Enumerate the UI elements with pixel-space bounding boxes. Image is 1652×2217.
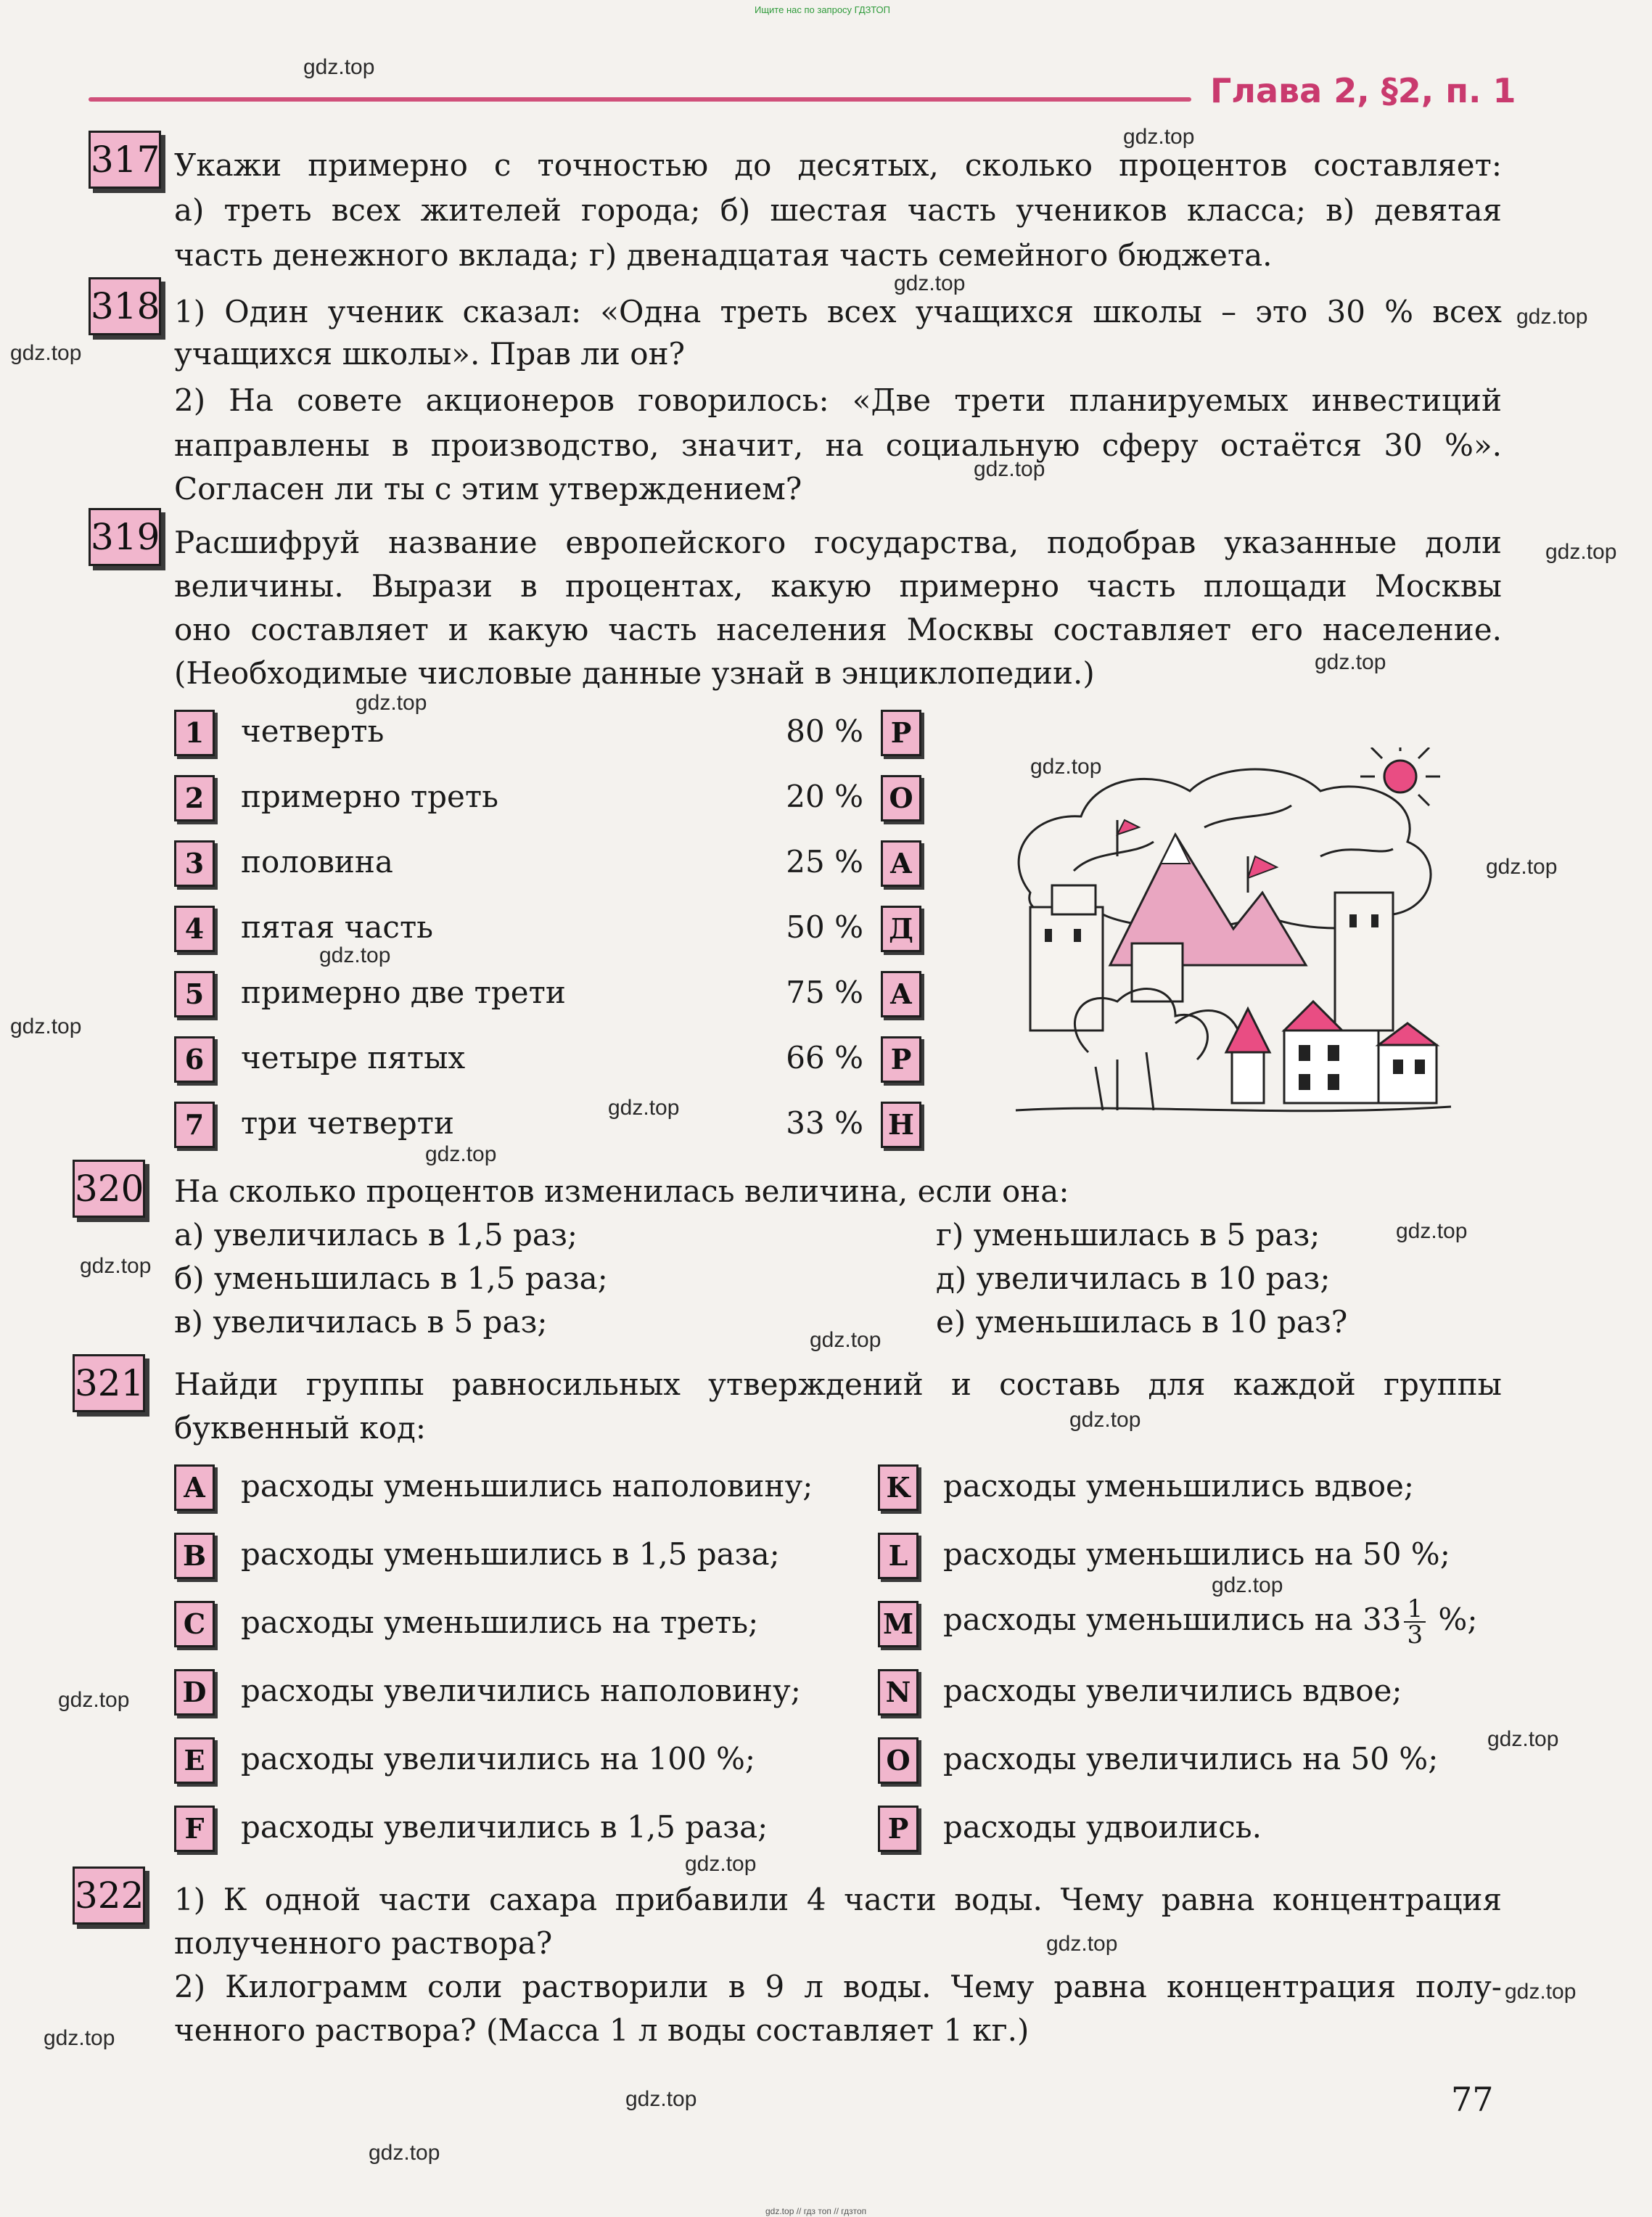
p321-left-1-letter: A	[174, 1464, 215, 1511]
watermark: gdz.top	[1069, 1408, 1141, 1432]
p319-line-2: величины. Вырази в процентах, какую примерно часть площади Москвы	[174, 568, 1502, 604]
p319-row-5-number: 5	[174, 971, 215, 1017]
p319-row-1-number: 1	[174, 710, 215, 756]
p321-left-5-text: расходы увеличились на 100 %;	[241, 1741, 756, 1777]
p317-line-2: а) треть всех жителей города; б) шестая часть учеников класса; в) девятая	[174, 192, 1502, 228]
p319-row-6-letter: Р	[881, 1036, 921, 1083]
watermark: gdz.top	[1396, 1219, 1468, 1243]
watermark: gdz.top	[319, 943, 391, 967]
p321-right-3-tail: %;	[1429, 1602, 1478, 1637]
p321-right-4-letter: N	[878, 1669, 919, 1716]
problem-number-317: 317	[89, 131, 161, 189]
fraction-denominator: 3	[1407, 1620, 1423, 1650]
watermark: gdz.top	[1505, 1980, 1577, 2004]
watermark: gdz.top	[10, 341, 82, 365]
p319-row-6-label: четыре пятых	[241, 1040, 466, 1075]
p319-row-7-label: три четверти	[241, 1105, 454, 1141]
p321-line-1: Найди группы равносильных утверждений и составь для каждой группы	[174, 1366, 1502, 1402]
p319-line-1: Расшифруй название европейского государства, подобрав указанные доли	[174, 525, 1502, 560]
watermark: gdz.top	[80, 1254, 152, 1278]
watermark: gdz.top	[10, 1015, 82, 1038]
fraction-numerator: 1	[1404, 1597, 1426, 1623]
p320-option-e: е) уменьшилась в 10 раз?	[936, 1304, 1348, 1340]
p319-row-7-number: 7	[174, 1102, 215, 1148]
p319-row-4-percent: 50 %	[786, 909, 863, 945]
watermark: gdz.top	[1030, 755, 1102, 779]
p322-line-2: полученного раствора?	[174, 1925, 553, 1961]
problem-number-320: 320	[73, 1160, 145, 1218]
p321-left-4-text: расходы увеличились наполовину;	[241, 1673, 801, 1708]
p319-row-3-label: половина	[241, 844, 393, 880]
watermark: gdz.top	[1123, 125, 1195, 149]
p319-row-5-label: примерно две трети	[241, 975, 566, 1010]
watermark: gdz.top	[1516, 305, 1588, 329]
watermark: gdz.top	[1315, 650, 1386, 674]
p319-row-3-letter: А	[881, 840, 921, 887]
p321-right-3-letter: M	[878, 1601, 919, 1647]
watermark: gdz.top	[1545, 540, 1617, 564]
p321-left-5-letter: E	[174, 1737, 215, 1784]
p321-right-1-letter: K	[878, 1464, 919, 1511]
p320-option-g: г) уменьшилась в 5 раз;	[936, 1217, 1320, 1253]
watermark: gdz.top	[685, 1852, 757, 1876]
problem-number-319: 319	[89, 508, 161, 566]
p319-row-7-percent: 33 %	[786, 1105, 863, 1141]
p319-row-1-label: четверть	[241, 713, 385, 749]
watermark: gdz.top	[356, 691, 427, 715]
watermark: gdz.top	[303, 55, 375, 79]
p321-left-2-letter: B	[174, 1533, 215, 1579]
p319-row-4-letter: Д	[881, 906, 921, 952]
header-rule	[89, 97, 1191, 102]
p321-left-6-text: расходы увеличились в 1,5 раза;	[241, 1809, 768, 1845]
p319-row-6-percent: 66 %	[786, 1040, 863, 1075]
p320-option-v: в) увеличилась в 5 раз;	[174, 1304, 548, 1340]
problem-number-322: 322	[73, 1866, 145, 1925]
p318-line-4: направлены в производство, значит, на социальную сферу остаётся 30 %».	[174, 427, 1502, 463]
p319-row-2-percent: 20 %	[786, 779, 863, 814]
watermark: gdz.top	[810, 1328, 882, 1352]
bottom-note: gdz.top // гдз топ // гдзтоп	[765, 2206, 867, 2216]
p319-row-3-number: 3	[174, 840, 215, 887]
p319-row-7-letter: Н	[881, 1102, 921, 1148]
p319-row-6-number: 6	[174, 1036, 215, 1083]
p321-left-4-letter: D	[174, 1669, 215, 1716]
p319-row-4-number: 4	[174, 906, 215, 952]
top-note: Ищите нас по запросу ГДЗТОП	[755, 4, 891, 15]
p320-option-b: б) уменьшилась в 1,5 раза;	[174, 1261, 608, 1296]
p319-line-4: (Необходимые числовые данные узнай в энциклопедии.)	[174, 655, 1095, 691]
p321-right-4-text: расходы увеличились вдвое;	[943, 1673, 1402, 1708]
p321-right-6-letter: P	[878, 1806, 919, 1852]
p320-option-d: д) увеличилась в 10 раз;	[936, 1261, 1331, 1296]
p319-row-1-percent: 80 %	[786, 713, 863, 749]
p321-right-3-text	[943, 1594, 1478, 1650]
p321-left-6-letter: F	[174, 1806, 215, 1852]
chapter-title: Глава 2, §2, п. 1	[1210, 71, 1516, 110]
problem-number-321: 321	[73, 1354, 145, 1412]
p321-right-6-text: расходы удвоились.	[943, 1809, 1262, 1845]
castle-illustration	[987, 747, 1466, 1132]
p321-right-2-letter: L	[878, 1533, 919, 1579]
p322-line-4: ченного раствора? (Масса 1 л воды составляет 1 кг.)	[174, 2012, 1030, 2048]
watermark: gdz.top	[1487, 1727, 1559, 1751]
p322-line-1: 1) К одной части сахара прибавили 4 части воды. Чему равна концентрация	[174, 1882, 1502, 1917]
p319-row-2-letter: О	[881, 775, 921, 821]
p317-line-3: часть денежного вклада; г) двенадцатая часть семейного бюджета.	[174, 237, 1273, 273]
watermark: gdz.top	[369, 2141, 440, 2165]
p321-line-2: буквенный код:	[174, 1410, 427, 1446]
watermark: gdz.top	[894, 271, 966, 295]
p318-line-3: 2) На совете акционеров говорилось: «Две трети планируемых инвестиций	[174, 382, 1502, 418]
p319-row-2-number: 2	[174, 775, 215, 821]
p319-row-2-label: примерно треть	[241, 779, 498, 814]
p319-row-4-label: пятая часть	[241, 909, 434, 945]
p321-right-3-main: расходы уменьшились на 33	[943, 1602, 1402, 1637]
problem-number-318: 318	[89, 277, 161, 335]
p321-right-2-text: расходы уменьшились на 50 %;	[943, 1536, 1450, 1572]
p321-right-5-letter: O	[878, 1737, 919, 1784]
watermark: gdz.top	[58, 1688, 130, 1712]
p319-row-5-letter: А	[881, 971, 921, 1017]
p321-right-5-text: расходы увеличились на 50 %;	[943, 1741, 1439, 1777]
p319-line-3: оно составляет и какую часть населения Москвы составляет его население.	[174, 612, 1502, 647]
p321-left-1-text: расходы уменьшились наполовину;	[241, 1468, 813, 1504]
p318-line-5: Согласен ли ты с этим утверждением?	[174, 471, 802, 507]
p321-left-2-text: расходы уменьшились в 1,5 раза;	[241, 1536, 780, 1572]
watermark: gdz.top	[1046, 1932, 1118, 1956]
watermark: gdz.top	[974, 457, 1045, 481]
p318-line-2: учащихся школы». Прав ли он?	[174, 336, 686, 372]
p321-left-3-text: расходы уменьшились на треть;	[241, 1605, 759, 1640]
watermark: gdz.top	[425, 1142, 497, 1166]
p318-line-1: 1) Один ученик сказал: «Одна треть всех учащихся школы – это 30 % всех	[174, 294, 1502, 329]
p321-left-3-letter: C	[174, 1601, 215, 1647]
watermark: gdz.top	[1486, 855, 1558, 879]
p319-row-5-percent: 75 %	[786, 975, 863, 1010]
p320-option-a: а) увеличилась в 1,5 раз;	[174, 1217, 578, 1253]
watermark: gdz.top	[44, 2026, 115, 2050]
p322-line-3: 2) Килограмм соли растворили в 9 л воды. Чему равна концентрация полу-	[174, 1969, 1502, 2004]
p319-row-3-percent: 25 %	[786, 844, 863, 880]
watermark: gdz.top	[608, 1096, 680, 1120]
p319-row-1-letter: Р	[881, 710, 921, 756]
p321-right-1-text: расходы уменьшились вдвое;	[943, 1468, 1415, 1504]
fraction-one-third	[1404, 1594, 1426, 1650]
watermark: gdz.top	[625, 2087, 697, 2111]
p317-line-1: Укажи примерно с точностью до десятых, сколько процентов составляет:	[174, 147, 1502, 183]
watermark: gdz.top	[1212, 1573, 1283, 1597]
page-number: 77	[1451, 2080, 1494, 2119]
p320-intro: На сколько процентов изменилась величина, если она:	[174, 1173, 1069, 1209]
